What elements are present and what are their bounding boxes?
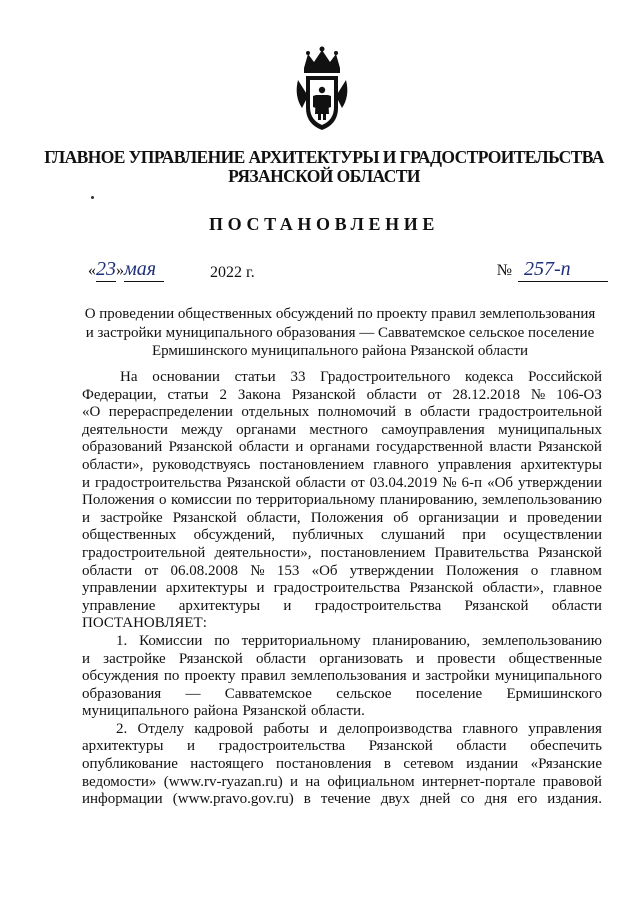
document-date: [88, 258, 164, 282]
body-line: ведомости» (www.rv-ryazan.ru) и на официальном интернет-портале правовой: [82, 773, 602, 790]
body-line: информации (www.pravo.gov.ru) в течение двух дней со дня его издания.: [82, 791, 602, 808]
body-line: 1. Комиссии по территориальному планированию, землепользованию: [116, 632, 602, 649]
body-line: опубликование настоящего постановления в сетевом издании «Рязанские: [82, 756, 602, 773]
agency-name-line2: РЯЗАНСКОЙ ОБЛАСТИ: [228, 166, 420, 186]
body-line: обсуждения по проекту правил землепользования и застройки муниципального: [82, 668, 602, 685]
body-line: и застройке Рязанской области организовать и провести общественные: [82, 650, 602, 667]
number-value: 257-п: [518, 258, 608, 282]
date-close-quote: »: [116, 262, 124, 279]
body-line: На основании статьи 33 Градостроительного кодекса Российской: [120, 369, 602, 385]
body-line: Положения о комиссии по территориальному планированию, землепользованию: [82, 492, 602, 509]
document-type-title: ПОСТАНОВЛЕНИЕ: [209, 214, 439, 234]
agency-name-line1: ГЛАВНОЕ УПРАВЛЕНИЕ АРХИТЕКТУРЫ И ГРАДОСТРОИТЕЛЬСТВА: [44, 147, 604, 167]
date-open-quote: «: [88, 262, 96, 279]
body-line: и градостроительства Рязанской области от 03.04.2019 № 6-п «Об утверждении: [82, 474, 602, 491]
date-month: мая: [124, 258, 164, 282]
body-line: управлении архитектуры и градостроительства Рязанской области», главное: [82, 580, 602, 597]
body-line: управление архитектуры и градостроительства Рязанской области: [82, 597, 602, 614]
subject-line: О проведении общественных обсуждений по проекту правил землепользования: [84, 306, 596, 322]
body-line: 2. Отделу кадровой работы и делопроизводства главного управления: [116, 720, 602, 737]
date-number-line: [88, 258, 608, 288]
date-year: 2022 г.: [210, 264, 255, 281]
scan-speck: [91, 196, 94, 199]
number-sign: №: [496, 262, 512, 279]
body-line: Федерации, статьи 2 Закона Рязанской области от 28.12.2018 № 106-ОЗ: [82, 386, 602, 403]
body-line: общественных обсуждений, публичных слушаний при осуществлении: [82, 527, 602, 544]
body-line: образования — Савватемское сельское поселение Ермишинского: [82, 685, 602, 702]
document-subject: [70, 305, 610, 361]
body-line: ПОСТАНОВЛЯЕТ:: [82, 615, 207, 632]
body-line: градостроительной деятельности», постановлением Правительства Рязанской: [82, 544, 602, 561]
body-line: деятельности между органами местного самоуправления муниципальных: [82, 421, 602, 438]
date-day: 23: [96, 258, 116, 280]
body-line: и застройке Рязанской области, Положения об организации и проведении: [82, 509, 602, 526]
document-number: [497, 258, 608, 282]
ryazan-coat-of-arms-icon: [294, 46, 350, 132]
body-line: «О перераспределении отдельных полномочий в области градостроительной: [82, 404, 602, 421]
body-line: области», руководствуясь постановлением главного управления архитектуры: [82, 456, 602, 473]
document-body: [82, 369, 602, 809]
body-line: образований Рязанской области и органами государственной власти Рязанской: [82, 439, 602, 456]
body-line: муниципального района Рязанской области.: [82, 703, 365, 720]
body-line: архитектуры и градостроительства Рязанской области обеспечить: [82, 738, 602, 755]
subject-line: и застройки муниципального образования — Савватемское сельское поселение: [85, 324, 595, 341]
subject-line: Ермишинского муниципального района Рязанской области: [151, 343, 529, 359]
body-line: области от 06.08.2008 № 153 «Об утверждении Положения о главном: [82, 562, 602, 579]
